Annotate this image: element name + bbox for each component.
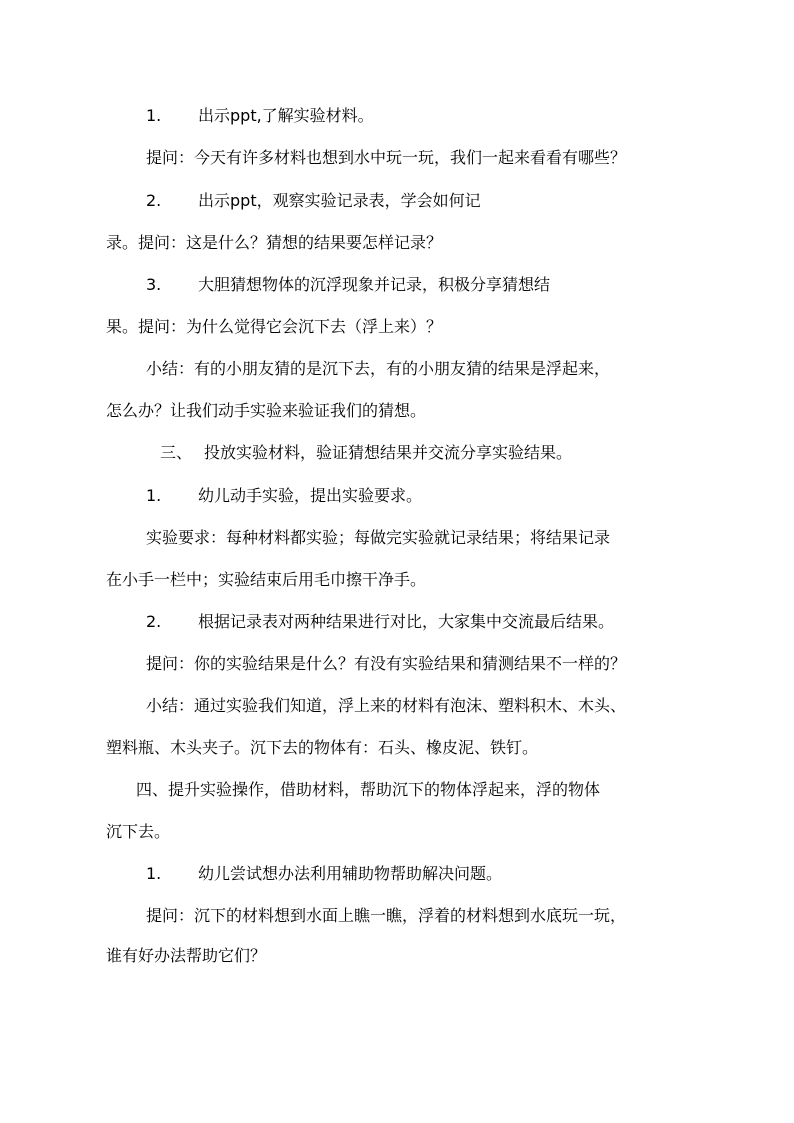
paragraph-text: 出示ppt，观察实验记录表，学会如何记 xyxy=(198,191,481,210)
paragraph-requirement: 在小手一栏中；实验结束后用毛巾擦干净手。 xyxy=(106,570,427,589)
paragraph-summary: 怎么办？让我们动手实验来验证我们的猜想。 xyxy=(106,401,427,420)
list-number: 2. xyxy=(146,612,162,631)
paragraph-requirement: 实验要求：每种材料都实验；每做完实验就记录结果；将结果记录 xyxy=(146,528,611,547)
paragraph-text: 出示ppt,了解实验材料。 xyxy=(198,106,374,125)
paragraph-summary: 小结：通过实验我们知道，浮上来的材料有泡沫、塑料积木、木头、 xyxy=(146,696,627,715)
list-number: 1. xyxy=(146,486,162,505)
paragraph-text: 录。提问：这是什么？猜想的结果要怎样记录？ xyxy=(106,233,443,252)
paragraph-text: 果。提问：为什么觉得它会沉下去（浮上来）？ xyxy=(106,317,443,336)
paragraph-text: 根据记录表对两种结果进行对比，大家集中交流最后结果。 xyxy=(198,612,615,631)
list-number: 1. xyxy=(146,864,162,883)
paragraph-summary: 塑料瓶、木头夹子。沉下去的物体有：石头、橡皮泥、铁钉。 xyxy=(106,738,539,757)
paragraph-question: 提问：今天有许多材料也想到水中玩一玩，我们一起来看看有哪些？ xyxy=(146,148,627,167)
section-heading: 四、提升实验操作，借助材料，帮助沉下的物体浮起来，浮的物体 xyxy=(136,780,601,799)
paragraph-question: 谁有好办法帮助它们？ xyxy=(106,946,267,965)
paragraph-summary: 小结：有的小朋友猜的是沉下去，有的小朋友猜的结果是浮起来， xyxy=(146,359,611,378)
section-number: 三、 xyxy=(160,443,193,462)
list-number: 1. xyxy=(146,106,162,125)
paragraph-question: 提问：你的实验结果是什么？有没有实验结果和猜测结果不一样的？ xyxy=(146,654,627,673)
section-heading: 投放实验材料，验证猜想结果并交流分享实验结果。 xyxy=(204,443,573,462)
paragraph-text: 幼儿尝试想办法利用辅助物帮助解决问题。 xyxy=(198,864,503,883)
paragraph-text: 大胆猜想物体的沉浮现象并记录，积极分享猜想结 xyxy=(198,275,551,294)
list-number: 2. xyxy=(146,191,162,210)
paragraph-question: 提问：沉下的材料想到水面上瞧一瞧，浮着的材料想到水底玩一玩， xyxy=(146,906,627,925)
paragraph-text: 幼儿动手实验，提出实验要求。 xyxy=(198,486,423,505)
list-number: 3. xyxy=(146,275,162,294)
section-heading: 沉下去。 xyxy=(106,822,171,841)
